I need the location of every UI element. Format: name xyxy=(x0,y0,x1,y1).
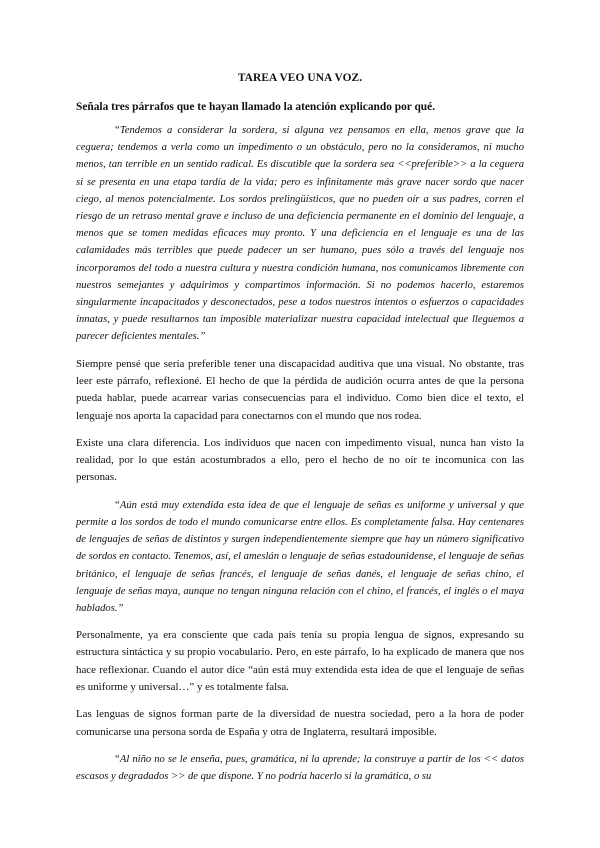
quote-paragraph-3: “Al niño no se le enseña, pues, gramática, ni la aprende; la construye a partir de los << datos escasos y degradados >> de que dispone. Y no podría hacerlo si la gramática, o su xyxy=(76,753,524,783)
document-title: TAREA VEO UNA VOZ. xyxy=(237,72,363,84)
commentary-paragraph-4: Las lenguas de signos forman parte de la diversidad de nuestra sociedad, pero a la hora de poder comunicarse una persona sorda de España y otra de Inglaterra, resultará imposible. xyxy=(76,708,524,738)
document-subtitle: Señala tres párrafos que te hayan llamado la atención explicando por qué. xyxy=(76,101,436,113)
quote-paragraph-2: “Aún está muy extendida esta idea de que el lenguaje de señas es uniforme y universal y que permite a los sordos de todo el mundo comunicarse entre ellos. Es completamente falsa. Hay centenares de lenguajes de señas de distintos y surgen independientemente siempre que hay un número significativo de sordos en contacto. Tenemos, así, el ameslán o lenguaje de señas estadounidense, el lenguaje de señas británico, el lenguaje de señas francés, el lenguaje de señas danés, el lenguaje de señas chino, el lenguaje de señas maya, aunque no tengan ninguna relación con el chino, el francés, el inglés o el maya hablados.” xyxy=(76,499,524,614)
commentary-paragraph-2: Existe una clara diferencia. Los individuos que nacen con impedimento visual, nunca han visto la realidad, por lo que están acostumbrados a ello, pero el hecho de no oír te incomunica con las personas. xyxy=(76,436,524,484)
quote-paragraph-1: “Tendemos a considerar la sordera, si alguna vez pensamos en ella, menos grave que la ceguera; tendemos a verla como un impedimento o un obstáculo, pero no la consideramos, ni mucho menos, tan terrible en un sentido radical. Es discutible que la sordera sea <<preferible>> a la ceguera si se presenta en una etapa tardía de la vida; pero es infinitamente más grave nacer sordo que nacer ciego, al menos potencialmente. Los sordos prelingüísticos, que no pueden oír a sus padres, corren el riesgo de un retraso mental grave e incluso de una deficiencia permanente en el dominio del lenguaje, a menos que se tomen medidas eficaces muy pronto. Y una deficiencia en el lenguaje es una de las calamidades más terribles que puede padecer un ser humano, pues sólo a través del lenguaje nos incorporamos del todo a nuestra cultura y nuestra condición humana, nos comunicamos libremente con nuestros semejantes y adquirimos y compartimos información. Si no podemos hacerlo, estaremos singularmente incapacitados y desconectados, pese a todos nuestros intentos o esfuerzos o capacidades innatas, y puede resultarnos tan imposible materializar nuestra capacidad intelectual que lleguemos a parecer deficientes mentales.” xyxy=(76,125,524,343)
commentary-paragraph-1: Siempre pensé que sería preferible tener una discapacidad auditiva que una visual. No obstante, tras leer este párrafo, reflexioné. El hecho de que la pérdida de audición ocurra antes de que la persona pueda hablar, puede acarrear varias consecuencias para el individuo. Como bien dice el texto, el lenguaje nos aporta la capacidad para conectarnos con el mundo que nos rodea. xyxy=(76,357,524,422)
commentary-paragraph-3: Personalmente, ya era consciente que cada país tenía su propia lengua de signos, expresando su estructura sintáctica y su propio vocabulario. Pero, en este párrafo, lo ha explicado de manera que nos hace reflexionar. Cuando el autor dice “aún está muy extendida esta idea de que el lenguaje de señas es uniforme y universal…” y es totalmente falsa. xyxy=(76,629,524,694)
